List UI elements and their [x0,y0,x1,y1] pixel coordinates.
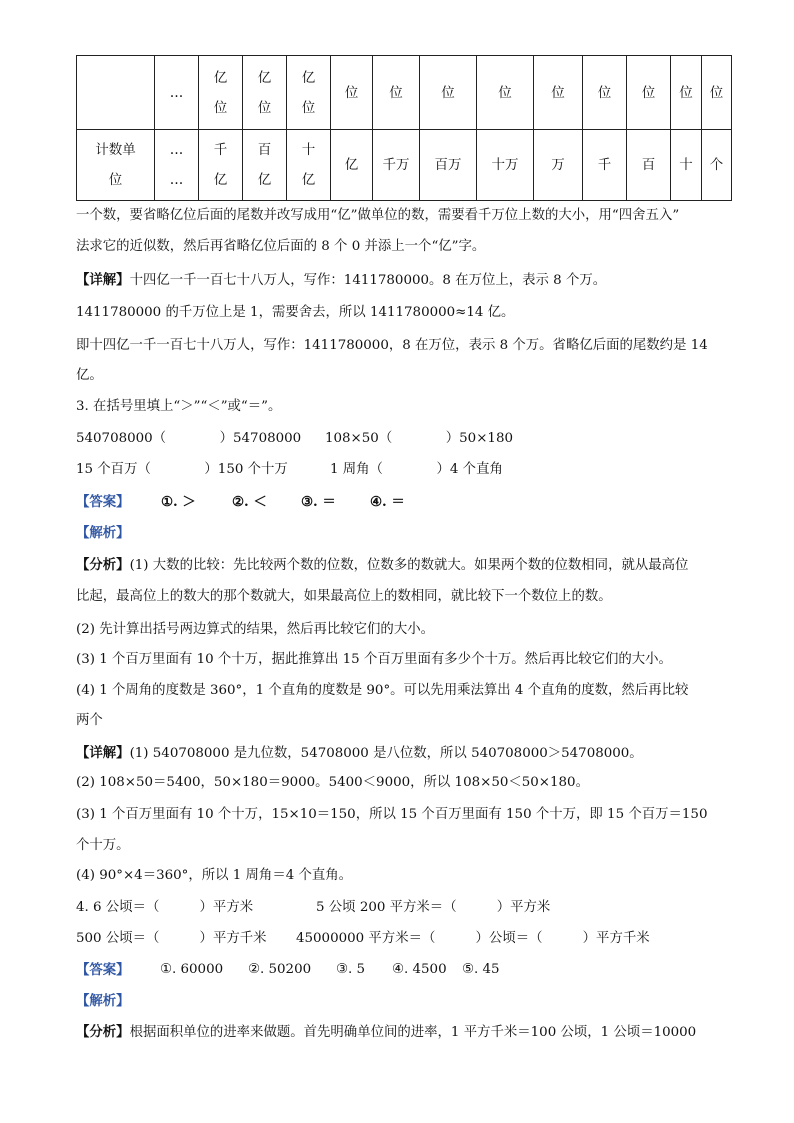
table-cell: 千万 [373,130,420,201]
table-cell: … … [155,130,199,201]
table-cell: 十 [671,130,702,201]
table-cell: 位 [477,56,534,130]
table-cell: 千 [583,130,627,201]
table-cell: 位 [702,56,732,130]
analysis-line: (3) 1 个百万里面有 10 个十万，据此推算出 15 个百万里面有多少个十万。然后再比较它们的大小。 [76,652,672,667]
table-cell: 百万 [420,130,477,201]
analysis-text: 根据面积单位的进率来做题。首先明确单位间的进率，1 平方千米＝100 公顷，1 公顷＝10000 [129,1025,697,1040]
detail-tag: 【详解】 [76,745,130,761]
table-cell: 亿 位 [199,56,243,130]
answer-label: 【答案】 [76,494,130,510]
paragraph-line: 1411780000 的千万位上是 1，需要舍去，所以 1411780000≈14 亿。 [76,305,515,320]
answer-tag [76,960,130,981]
question-4-item-2: 5 公顷 200 平方米＝（ ）平方米 [316,900,551,915]
analysis-line: (2) 先计算出括号两边算式的结果，然后再比较它们的大小。 [76,622,434,637]
question-3-item-2: 108×50（ ）50×180 [325,431,513,446]
place-value-table [76,55,732,201]
detail-line [76,270,606,291]
analysis-label: 【解析】 [76,993,130,1009]
detail-text: (1) 540708000 是九位数，54708000 是八位数，所以 540708000＞54708000。 [129,746,643,761]
detail-line: (3) 1 个百万里面有 10 个十万，15×10＝150，所以 15 个百万里面有 150 个十万，即 15 个百万＝150 [76,807,708,822]
paragraph-line: 即十四亿一千一百七十八万人，写作：1411780000，8 在万位，表示 8 个万。省略亿后面的尾数约是 14 [76,338,708,353]
answer-1: ①. ＞ [161,494,196,510]
table-cell: 位 [671,56,702,130]
question-3-title: 3. 在括号里填上“＞”“＜”或“＝”。 [76,399,282,414]
question-4-item-3: 500 公顷＝（ ）平方千米 [76,931,267,946]
paragraph-line: 法求它的近似数，然后再省略亿位后面的 8 个 0 并添上一个“亿”字。 [76,239,486,254]
detail-text: 十四亿一千一百七十八万人，写作：1411780000。8 在万位上，表示 8 个万。 [129,273,607,288]
table-row [77,56,732,130]
analysis-label: 【解析】 [76,525,130,541]
answer-3: ③. ＝ [301,494,336,510]
table-cell: 十 亿 [287,130,331,201]
table-cell: 位 [373,56,420,130]
detail-tag: 【详解】 [76,272,130,288]
question-4-item-1: 4. 6 公顷＝（ ）平方米 [76,900,254,915]
analysis-line: (4) 1 个周角的度数是 360°，1 个直角的度数是 90°。可以先用乘法算出 4 个直角的度数，然后再比较 [76,683,689,698]
table-row [77,130,732,201]
analysis-line [76,555,688,576]
table-cell: 位 [534,56,583,130]
table-cell: 亿 [331,130,373,201]
analysis-tag [76,523,130,544]
analysis-tag [76,991,130,1012]
answer-2: ②. ＜ [232,494,267,510]
detail-line: (4) 90°×4＝360°，所以 1 周角＝4 个直角。 [76,868,353,883]
table-cell: 位 [331,56,373,130]
table-cell: 位 [583,56,627,130]
question-3-item-4: 1 周角（ ）4 个直角 [330,462,503,477]
analysis-line: 两个 [76,713,103,728]
analysis-text: (1) 大数的比较：先比较两个数的位数，位数多的数就大。如果两个数的位数相同，就从最高位 [129,558,689,573]
table-cell: 位 [420,56,477,130]
answer-4: ④. 4500 [392,962,447,977]
paragraph-line: 亿。 [76,368,103,383]
answer-4: ④. ＝ [370,494,405,510]
answer-1: ①. 60000 [160,962,224,977]
question-3-item-3: 15 个百万（ ）150 个十万 [76,462,288,477]
table-cell [77,56,155,130]
answer-label: 【答案】 [76,962,130,978]
table-cell: 十万 [477,130,534,201]
table-cell: 亿 位 [287,56,331,130]
detail-line: 个十万。 [76,838,130,853]
table-cell: 千 亿 [199,130,243,201]
question-3-item-1: 540708000（ ）54708000 [76,431,302,446]
answer-tag [76,492,130,513]
analysis-head: 【分析】 [76,1024,130,1040]
question-4-item-4: 45000000 平方米＝（ ）公顷＝（ ）平方千米 [296,931,650,946]
answer-3: ③. 5 [336,962,366,977]
table-cell: 亿 位 [243,56,287,130]
table-cell: 万 [534,130,583,201]
analysis-line [76,1022,696,1043]
table-cell: 百 亿 [243,130,287,201]
answer-2: ②. 50200 [248,962,312,977]
table-cell: 百 [627,130,671,201]
analysis-head: 【分析】 [76,557,130,573]
analysis-line: 比起，最高位上的数大的那个数就大，如果最高位上的数相同，就比较下一个数位上的数。 [76,589,612,604]
table-cell: 计数单 位 [77,130,155,201]
answer-5: ⑤. 45 [462,962,500,977]
table-cell: … [155,56,199,130]
detail-line: (2) 108×50＝5400，50×180＝9000。5400＜9000，所以 108×50＜50×180。 [76,775,589,790]
table-cell: 个 [702,130,732,201]
table-cell: 位 [627,56,671,130]
paragraph-line: 一个数，要省略亿位后面的尾数并改写成用“亿”做单位的数，需要看千万位上数的大小，用“四舍五入” [76,208,680,223]
detail-line [76,743,643,764]
